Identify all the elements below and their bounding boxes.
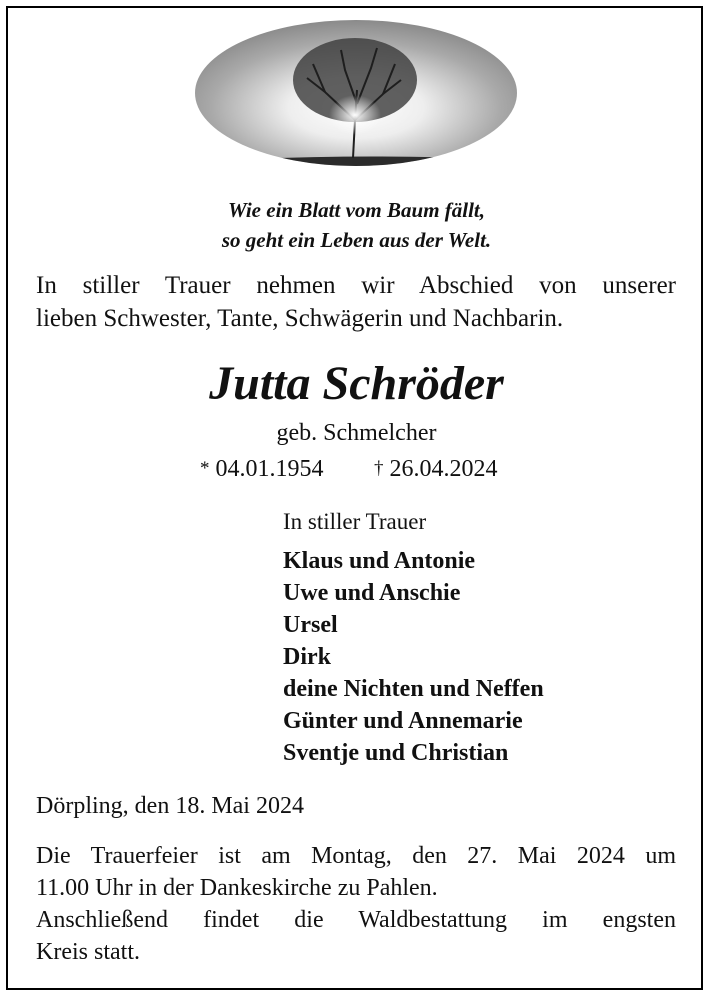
death-date-group: [374, 452, 498, 486]
tree-photo: [195, 20, 517, 166]
ceremony-info: [36, 840, 676, 968]
death-cross-icon: †: [374, 458, 384, 479]
mourner: Klaus und Antonie: [283, 548, 476, 574]
mourner: Ursel: [283, 612, 338, 638]
place-date: Dörpling, den 18. Mai 2024: [36, 793, 304, 819]
birth-name: geb. Schmelcher: [276, 420, 437, 446]
deceased-name: Jutta Schröder: [209, 357, 504, 410]
ceremony-line-4: Kreis statt.: [36, 939, 140, 965]
mourner: Uwe und Anschie: [283, 580, 461, 606]
mourner: Sventje und Christian: [283, 740, 509, 766]
intro-line-2: lieben Schwester, Tante, Schwägerin und Nachbarin.: [36, 305, 564, 332]
death-date: 26.04.2024: [389, 456, 498, 482]
mourner: deine Nichten und Neffen: [283, 676, 544, 702]
mourners-heading: In stiller Trauer: [283, 509, 427, 534]
quote-line-1: Wie ein Blatt vom Baum fällt,: [227, 198, 486, 222]
quote-line-2: so geht ein Leben aus der Welt.: [221, 228, 492, 252]
ceremony-line-2: 11.00 Uhr in der Dankeskirche zu Pahlen.: [36, 875, 438, 901]
mourner: Dirk: [283, 644, 331, 670]
birth-star-icon: *: [200, 458, 210, 479]
mourners-list: [283, 545, 544, 769]
intro-line-1: In stiller Trauer nehmen wir Abschied von unserer: [36, 272, 676, 299]
birth-date: 04.01.1954: [215, 456, 324, 482]
ceremony-line-3: Anschließend findet die Waldbestattung im engsten: [36, 907, 676, 933]
birth-date-group: [200, 452, 324, 486]
ceremony-line-1: Die Trauerfeier ist am Montag, den 27. Mai 2024 um: [36, 843, 676, 869]
tree-image: [195, 20, 517, 166]
mourner: Günter und Annemarie: [283, 708, 523, 734]
